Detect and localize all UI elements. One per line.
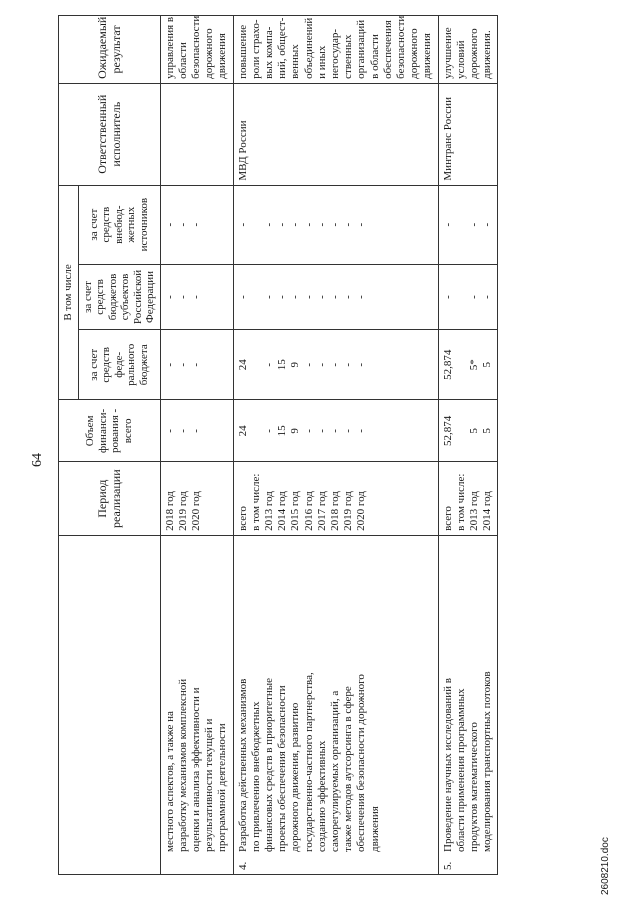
result-line: управления в — [163, 16, 176, 79]
volume-value: - — [176, 429, 189, 433]
regional-value: - — [176, 295, 189, 299]
extrabudget-value — [250, 190, 263, 260]
extrabudget-value: - — [163, 222, 176, 227]
result-line: вых компа- — [262, 26, 275, 79]
volume-value — [250, 404, 263, 457]
volume-value: 5 — [481, 428, 494, 434]
federal-cell — [160, 330, 233, 400]
federal-value: - — [163, 362, 176, 367]
result-line: безопасности — [189, 15, 202, 79]
volume-value: - — [315, 429, 328, 433]
volume-value: 15 — [276, 425, 289, 437]
task-cell — [233, 535, 438, 874]
header-task — [59, 535, 161, 874]
federal-value — [455, 334, 468, 395]
period-cell — [160, 462, 233, 535]
header-period: Период реализации — [59, 462, 161, 535]
regional-value: - — [315, 295, 328, 299]
period-value: в том числе: — [454, 473, 467, 531]
row-number: 4. — [236, 861, 249, 870]
task-cell — [438, 535, 498, 874]
federal-value: - — [189, 362, 202, 367]
result-line: в области — [368, 34, 381, 79]
federal-value: 52,874 — [441, 349, 454, 380]
period-value: 2015 год — [289, 491, 302, 531]
responsible-cell: Минтранс России — [438, 83, 498, 185]
row-number: 5. — [441, 861, 454, 870]
period-value: 2020 год — [355, 491, 368, 531]
task-line: обеспечения безопасности дорожного — [355, 674, 368, 852]
volume-value — [455, 404, 468, 457]
regional-value: - — [302, 295, 315, 299]
regional-value: - — [236, 295, 249, 299]
federal-value: - — [176, 362, 189, 367]
regional-value: - — [189, 295, 202, 299]
result-line: условий — [454, 40, 467, 79]
result-cell — [233, 16, 438, 84]
extrabudget-value: - — [315, 222, 328, 227]
extrabudget-cell — [438, 185, 498, 264]
extrabudget-value: - — [289, 222, 302, 227]
federal-value: 15 — [276, 359, 289, 371]
federal-value: - — [262, 362, 275, 367]
result-line: дорожного — [467, 28, 480, 79]
header-result: Ожидаемый результат — [59, 16, 161, 84]
result-line: объединений — [302, 17, 315, 79]
table-row — [160, 16, 233, 875]
volume-value: 5 — [467, 428, 480, 434]
federal-value: - — [355, 362, 368, 367]
federal-value: - — [328, 362, 341, 367]
regional-value: - — [289, 295, 302, 299]
regional-value — [455, 269, 468, 326]
result-line: обеспечения — [381, 20, 394, 79]
task-line: финансовых средств в приоритетные — [262, 678, 275, 852]
federal-value: 5 — [481, 362, 494, 368]
result-line: дорожного — [203, 28, 216, 79]
period-value: 2013 год — [467, 491, 480, 531]
federal-value: 24 — [236, 359, 249, 371]
task-line: местного аспектов, а также на — [163, 711, 176, 852]
regional-value — [250, 269, 263, 326]
period-value: 2018 год — [328, 491, 341, 531]
federal-value: 5* — [467, 359, 480, 371]
period-cell — [233, 462, 438, 535]
table-body — [160, 16, 498, 875]
task-description — [442, 602, 495, 852]
volume-value: 52,874 — [441, 415, 454, 447]
task-line: по привлечению внебюджетных — [249, 701, 262, 852]
period-value: 2014 год — [276, 491, 289, 531]
federal-value: - — [342, 362, 355, 367]
regional-cell — [160, 264, 233, 330]
extrabudget-value: - — [276, 222, 289, 227]
task-description — [164, 602, 230, 852]
extrabudget-value — [455, 190, 468, 260]
volume-value: - — [342, 429, 355, 433]
result-cell — [160, 16, 233, 84]
period-value: 2019 год — [342, 491, 355, 531]
task-line: результативности текущей и — [203, 718, 216, 852]
task-line: моделирования транспортных потоков — [481, 671, 494, 852]
volume-value: - — [355, 429, 368, 433]
header-responsible: Ответственный исполнитель — [59, 83, 161, 185]
program-table — [58, 15, 498, 875]
task-line: созданию эффективных — [315, 740, 328, 852]
regional-value: - — [481, 295, 494, 299]
result-line: движения. — [481, 30, 494, 79]
header-volume: Объем финанси- рования - всего — [59, 400, 161, 462]
task-line: программной деятельности — [216, 723, 229, 852]
regional-value: - — [342, 295, 355, 299]
task-line: дорожного движения, развитию — [289, 702, 302, 852]
table-row — [233, 16, 438, 875]
extrabudget-value: - — [441, 222, 454, 227]
extrabudget-value: - — [176, 222, 189, 227]
header-regional: за счет средств бюджетов субъектов Российской Федерации — [78, 264, 160, 330]
volume-value: 24 — [236, 425, 249, 437]
table-row — [438, 16, 498, 875]
responsible-cell — [160, 83, 233, 185]
regional-value: - — [467, 295, 480, 299]
task-line: государственно-частного партнерства, — [302, 672, 315, 852]
federal-value — [250, 334, 263, 395]
result-line: движения — [421, 33, 434, 79]
period-value: 2016 год — [302, 491, 315, 531]
volume-value: 9 — [289, 428, 302, 434]
task-line: саморегулируемых организаций, а — [328, 690, 341, 852]
file-name: 2608210.doc — [600, 837, 611, 895]
result-line: области — [176, 42, 189, 79]
extrabudget-value: - — [342, 222, 355, 227]
period-value: 2013 год — [262, 491, 275, 531]
header-in-total: В том числе — [59, 185, 79, 400]
result-line: дорожного — [408, 28, 421, 79]
task-line: движения — [368, 806, 381, 852]
period-value: 2019 год — [176, 491, 189, 531]
task-line: проекты обеспечения безопасности — [276, 685, 289, 852]
volume-value: - — [302, 429, 315, 433]
regional-value: - — [163, 295, 176, 299]
regional-value: - — [328, 295, 341, 299]
extrabudget-value: - — [328, 222, 341, 227]
result-line: улучшение — [441, 27, 454, 79]
regional-value: - — [276, 295, 289, 299]
extrabudget-value: - — [189, 222, 202, 227]
task-cell — [160, 535, 233, 874]
extrabudget-value: - — [262, 222, 275, 227]
federal-cell — [233, 330, 438, 400]
regional-value: - — [441, 295, 454, 299]
task-line: Проведение научных исследований в — [441, 678, 454, 852]
period-value: 2014 год — [481, 491, 494, 531]
extrabudget-value: - — [355, 222, 368, 227]
extrabudget-value: - — [467, 222, 480, 227]
period-cell — [438, 462, 498, 535]
header-extrabudget: за счет средств внебюд- жетных источников — [78, 185, 160, 264]
task-line: оценки и анализа эффективности и — [189, 687, 202, 852]
regional-value: - — [355, 295, 368, 299]
extrabudget-value: - — [302, 222, 315, 227]
federal-value: 9 — [289, 362, 302, 368]
task-description — [237, 602, 382, 852]
volume-value: - — [328, 429, 341, 433]
period-value: 2020 год — [189, 491, 202, 531]
extrabudget-value: - — [236, 222, 249, 227]
responsible-cell: МВД России — [233, 83, 438, 185]
result-line: безопасности — [394, 15, 407, 79]
task-line: области применения программных — [454, 688, 467, 852]
volume-cell — [160, 400, 233, 462]
extrabudget-cell — [233, 185, 438, 264]
volume-value: - — [189, 429, 202, 433]
result-line: венных — [289, 44, 302, 79]
header-federal: за счет средств феде- рального бюджета — [78, 330, 160, 400]
result-line: повышение — [236, 24, 249, 79]
volume-value: - — [262, 429, 275, 433]
volume-cell — [438, 400, 498, 462]
federal-value: - — [315, 362, 328, 367]
task-line: разработку механизмов комплексной — [176, 678, 189, 852]
result-line: негосудар- — [328, 28, 341, 79]
task-line: Разработка действенных механизмов — [236, 678, 249, 852]
task-line: также методов аутсорсинга в сфере — [342, 686, 355, 852]
period-value: 2018 год — [163, 491, 176, 531]
volume-value: - — [163, 429, 176, 433]
period-value: в том числе: — [249, 473, 262, 531]
result-line: роли страхо- — [249, 19, 262, 79]
extrabudget-cell — [160, 185, 233, 264]
result-line: организаций — [355, 19, 368, 79]
regional-cell — [438, 264, 498, 330]
federal-cell — [438, 330, 498, 400]
result-line: и иных — [315, 45, 328, 79]
result-line: движения — [216, 33, 229, 79]
federal-value: - — [302, 362, 315, 367]
volume-cell — [233, 400, 438, 462]
result-line: ний, общест- — [276, 17, 289, 79]
regional-cell — [233, 264, 438, 330]
period-value: всего — [236, 506, 249, 531]
period-value: 2017 год — [315, 491, 328, 531]
result-cell — [438, 16, 498, 84]
task-line: продуктов математического — [467, 722, 480, 852]
page-number: 64 — [30, 453, 45, 467]
period-value: всего — [441, 506, 454, 531]
result-line: ственных — [342, 34, 355, 79]
regional-value: - — [262, 295, 275, 299]
extrabudget-value: - — [481, 222, 494, 227]
